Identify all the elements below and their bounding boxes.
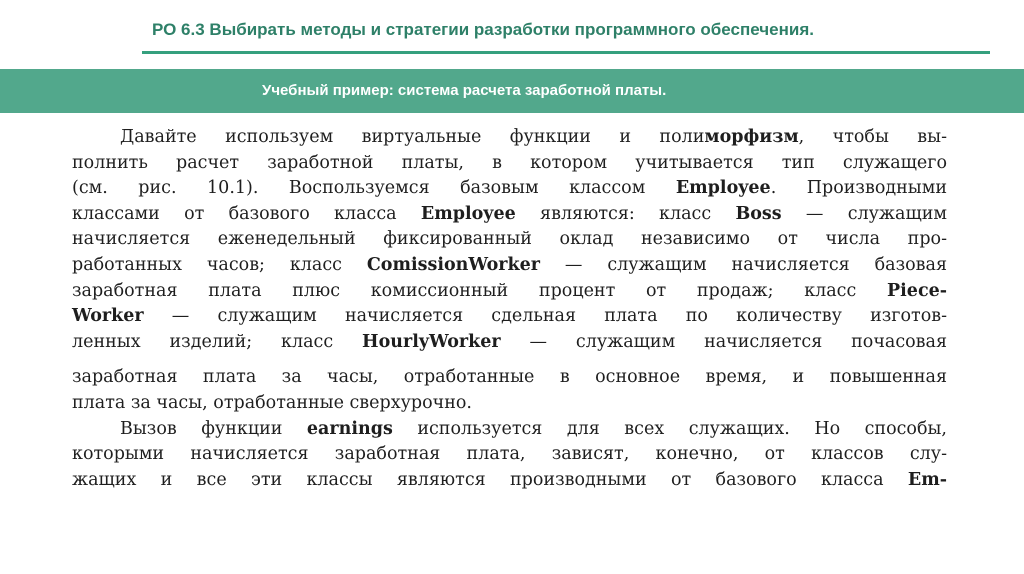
text-line xyxy=(72,417,947,443)
text-run: заработная плата за часы, отработанные в основное время, и повышенная xyxy=(72,367,947,388)
page-gap xyxy=(72,355,952,365)
text-run: которыми начисляется заработная плата, зависят, конечно, от классов слу- xyxy=(72,444,947,465)
subtitle-text: Учебный пример: система расчета заработной платы. xyxy=(262,82,667,99)
text-run: морфизм xyxy=(704,127,799,147)
text-line xyxy=(72,365,947,391)
text-run: начисляется еженедельный фиксированный оклад независимо от числа про- xyxy=(72,229,947,250)
text-run: — служащим начисляется почасовая xyxy=(500,331,948,352)
function-name: earnings xyxy=(306,418,393,439)
slide-title: РО 6.3 Выбирать методы и стратегии разработки программного обеспечения. xyxy=(152,20,814,39)
text-line xyxy=(72,442,947,468)
text-line xyxy=(72,125,947,151)
class-name: Employee xyxy=(420,203,516,224)
text-run: жащих и все эти классы являются производными от базового класса xyxy=(72,469,908,490)
text-line xyxy=(72,176,947,202)
text-line xyxy=(72,253,947,279)
text-line xyxy=(72,227,947,253)
text-run: полнить расчет заработной платы, в котором учитывается тип служащего xyxy=(72,152,947,173)
class-name: Piece- xyxy=(887,280,947,301)
text-run: (см. рис. 10.1). Воспользуемся базовым классом xyxy=(72,178,676,199)
text-run: плата за часы, отработанные сверхурочно. xyxy=(72,392,472,413)
title-underline xyxy=(142,51,990,54)
text-line xyxy=(72,202,947,228)
class-name: Employee xyxy=(675,178,771,199)
text-run: работанных часов; класс xyxy=(72,254,367,275)
text-run: . Производными xyxy=(770,178,947,199)
text-line xyxy=(72,279,947,305)
text-run: — служащим xyxy=(781,203,948,224)
text-run: , чтобы вы- xyxy=(798,127,947,147)
text-run: ленных изделий; класс xyxy=(72,331,363,352)
text-run: классами от базового класса xyxy=(72,203,421,224)
text-run: заработная плата плюс комиссионный процент от продаж; класс xyxy=(72,280,887,301)
text-run: Давайте используем виртуальные функции и поли xyxy=(120,127,705,147)
body-text xyxy=(72,125,952,493)
class-name: Em- xyxy=(907,469,947,490)
text-line xyxy=(72,330,947,356)
text-run: Вызов функции xyxy=(120,418,307,439)
class-name: Boss xyxy=(735,203,782,224)
text-run: — служащим начисляется сдельная плата по количеству изготов- xyxy=(143,306,947,327)
text-run: используется для всех служащих. Но способы, xyxy=(392,418,947,439)
class-name: ComissionWorker xyxy=(366,254,540,275)
class-name: HourlyWorker xyxy=(362,331,501,352)
text-line xyxy=(72,391,947,417)
class-name: Worker xyxy=(72,306,144,327)
text-run: — служащим начисляется базовая xyxy=(540,254,947,275)
text-line xyxy=(72,304,947,330)
text-line xyxy=(72,151,947,177)
text-line xyxy=(72,468,947,494)
text-run: являются: класс xyxy=(515,203,736,224)
